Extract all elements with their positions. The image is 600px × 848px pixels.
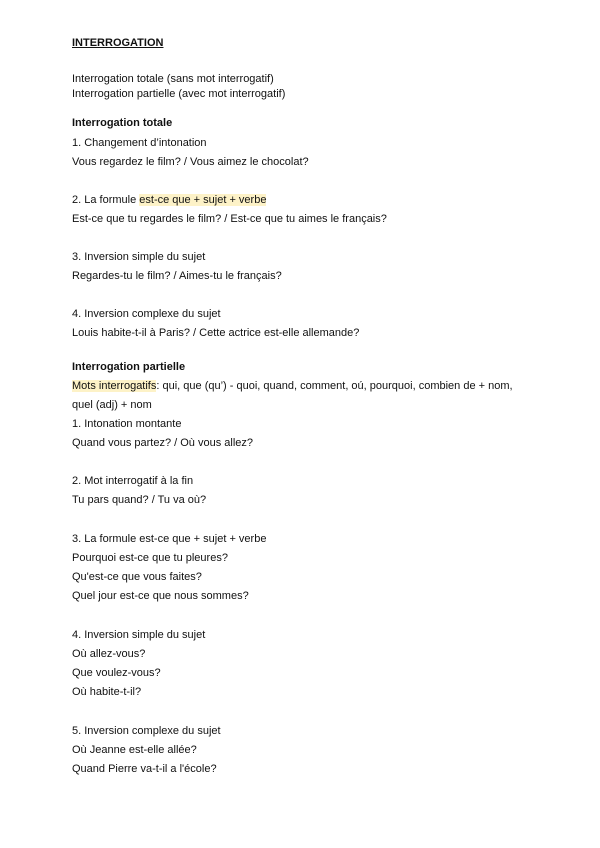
partielle-subsection-2-example: Tu pars quand? / Tu va où?: [72, 494, 207, 506]
mots-interrogatifs-line: [72, 379, 513, 393]
partielle-subsection-1-title: 1. Intonation montante: [72, 418, 182, 430]
highlighted-formula: est-ce que + sujet + verbe: [139, 194, 267, 206]
partielle-subsection-4-title: 4. Inversion simple du sujet: [72, 629, 206, 641]
mots-interrogatifs-line-2: quel (adj) + nom: [72, 399, 152, 411]
document-title: INTERROGATION: [72, 37, 164, 49]
partielle-subsection-3-example: Pourquoi est-ce que tu pleures?: [72, 552, 228, 564]
intro-line-partielle: Interrogation partielle (avec mot interrogatif): [72, 88, 286, 100]
totale-subsection-2-title: [72, 193, 266, 207]
partielle-subsection-1-example: Quand vous partez? / Où vous allez?: [72, 437, 253, 449]
totale-subsection-2-example: Est-ce que tu regardes le film? / Est-ce que tu aimes le français?: [72, 213, 387, 225]
mots-interrogatifs-list: : qui, que (qu’) - quoi, quand, comment, oú, pourquoi, combien de + nom,: [156, 380, 513, 392]
partielle-subsection-4-example: Que voulez-vous?: [72, 667, 161, 679]
totale-subsection-4-title: 4. Inversion complexe du sujet: [72, 308, 221, 320]
totale-subsection-3-example: Regardes-tu le film? / Aimes-tu le français?: [72, 270, 282, 282]
partielle-subsection-3-example: Qu'est-ce que vous faites?: [72, 571, 202, 583]
partielle-subsection-3-title: 3. La formule est-ce que + sujet + verbe: [72, 533, 267, 545]
section-heading-partielle: Interrogation partielle: [72, 361, 186, 373]
partielle-subsection-5-example: Où Jeanne est-elle allée?: [72, 744, 197, 756]
mots-interrogatifs-label: Mots interrogatifs: [72, 380, 157, 392]
partielle-subsection-2-title: 2. Mot interrogatif à la fin: [72, 475, 194, 487]
section-heading-totale: Interrogation totale: [72, 117, 173, 129]
totale-subsection-3-title: 3. Inversion simple du sujet: [72, 251, 206, 263]
totale-subsection-1-title: 1. Changement d’intonation: [72, 137, 207, 149]
partielle-subsection-5-title: 5. Inversion complexe du sujet: [72, 725, 221, 737]
partielle-subsection-4-example: Où habite-t-il?: [72, 686, 142, 698]
totale-subsection-4-example: Louis habite-t-il à Paris? / Cette actrice est-elle allemande?: [72, 327, 360, 339]
totale-subsection-2-title-prefix: 2. La formule: [72, 194, 140, 206]
partielle-subsection-3-example: Quel jour est-ce que nous sommes?: [72, 590, 249, 602]
intro-line-totale: Interrogation totale (sans mot interrogatif): [72, 73, 274, 85]
totale-subsection-1-example: Vous regardez le film? / Vous aimez le chocolat?: [72, 156, 309, 168]
partielle-subsection-4-example: Où allez-vous?: [72, 648, 146, 660]
partielle-subsection-5-example: Quand Pierre va-t-il a l'école?: [72, 763, 217, 775]
